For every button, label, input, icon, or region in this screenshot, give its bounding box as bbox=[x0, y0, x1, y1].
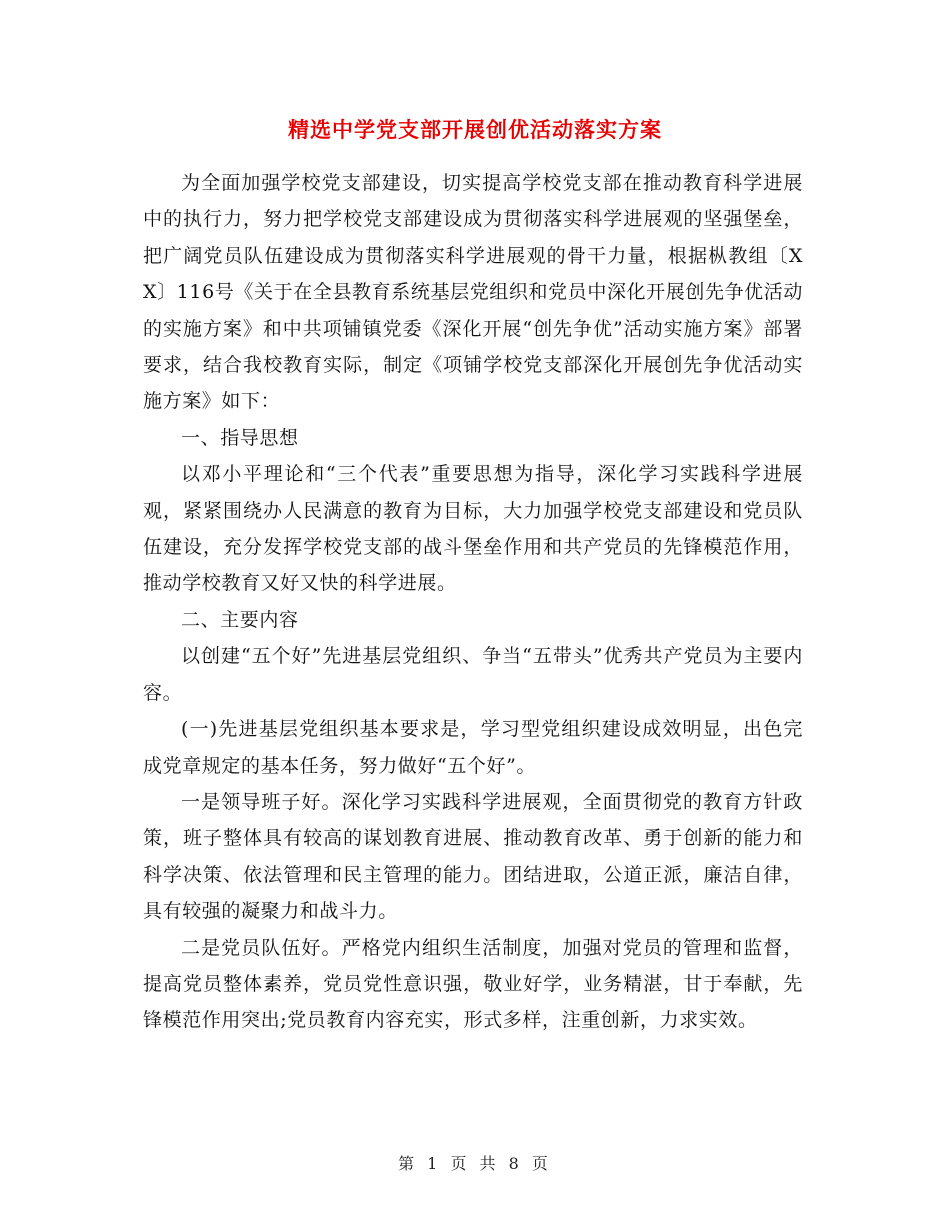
paragraph: 二是党员队伍好。严格党内组织生活制度，加强对党员的管理和监督，提高党员整体素养，党员党性意识强，敬业好学，业务精湛，甘于奉献，先锋模范作用突出;党员教育内容充实，形式多样，注重创新，力求实效。 bbox=[143, 936, 803, 1032]
paragraph: (一)先进基层党组织基本要求是，学习型党组织建设成效明显，出色完成党章规定的基本任务，努力做好“五个好”。 bbox=[143, 718, 803, 777]
paragraph: 为全面加强学校党支部建设，切实提高学校党支部在推动教育科学进展中的执行力，努力把学校党支部建设成为贯彻落实科学进展观的坚强堡垒，把广阔党员队伍建设成为贯彻落实科学进展观的骨干力量，根据枞教组〔XX〕116号《关于在全县教育系统基层党组织和党员中深化开展创先争优活动的实施方案》和中共项铺镇党委《深化开展“创先争优”活动实施方案》部署要求，结合我校教育实际，制定《项铺学校党支部深化开展创先争优活动实施方案》如下： bbox=[143, 172, 803, 413]
section-heading: 二、主要内容 bbox=[181, 608, 299, 631]
paragraph: 一是领导班子好。深化学习实践科学进展观，全面贯彻党的教育方针政策，班子整体具有较高的谋划教育进展、推动教育改革、勇于创新的能力和科学决策、依法管理和民主管理的能力。团结进取，公道正派，廉洁自律，具有较强的凝聚力和战斗力。 bbox=[143, 790, 803, 923]
paragraph: 以邓小平理论和“三个代表”重要思想为指导，深化学习实践科学进展观，紧紧围绕办人民满意的教育为目标，大力加强学校党支部建设和党员队伍建设，充分发挥学校党支部的战斗堡垒作用和共产党员的先锋模范作用，推动学校教育又好又快的科学进展。 bbox=[143, 463, 803, 595]
document-body bbox=[143, 165, 803, 1039]
paragraph: 以创建“五个好”先进基层党组织、争当“五带头”优秀共产党员为主要内容。 bbox=[143, 645, 803, 704]
page-number: 第 1 页 共 8 页 bbox=[398, 1154, 552, 1173]
section-heading: 一、指导思想 bbox=[181, 426, 299, 449]
document-title: 精选中学党支部开展创优活动落实方案 bbox=[288, 118, 662, 142]
